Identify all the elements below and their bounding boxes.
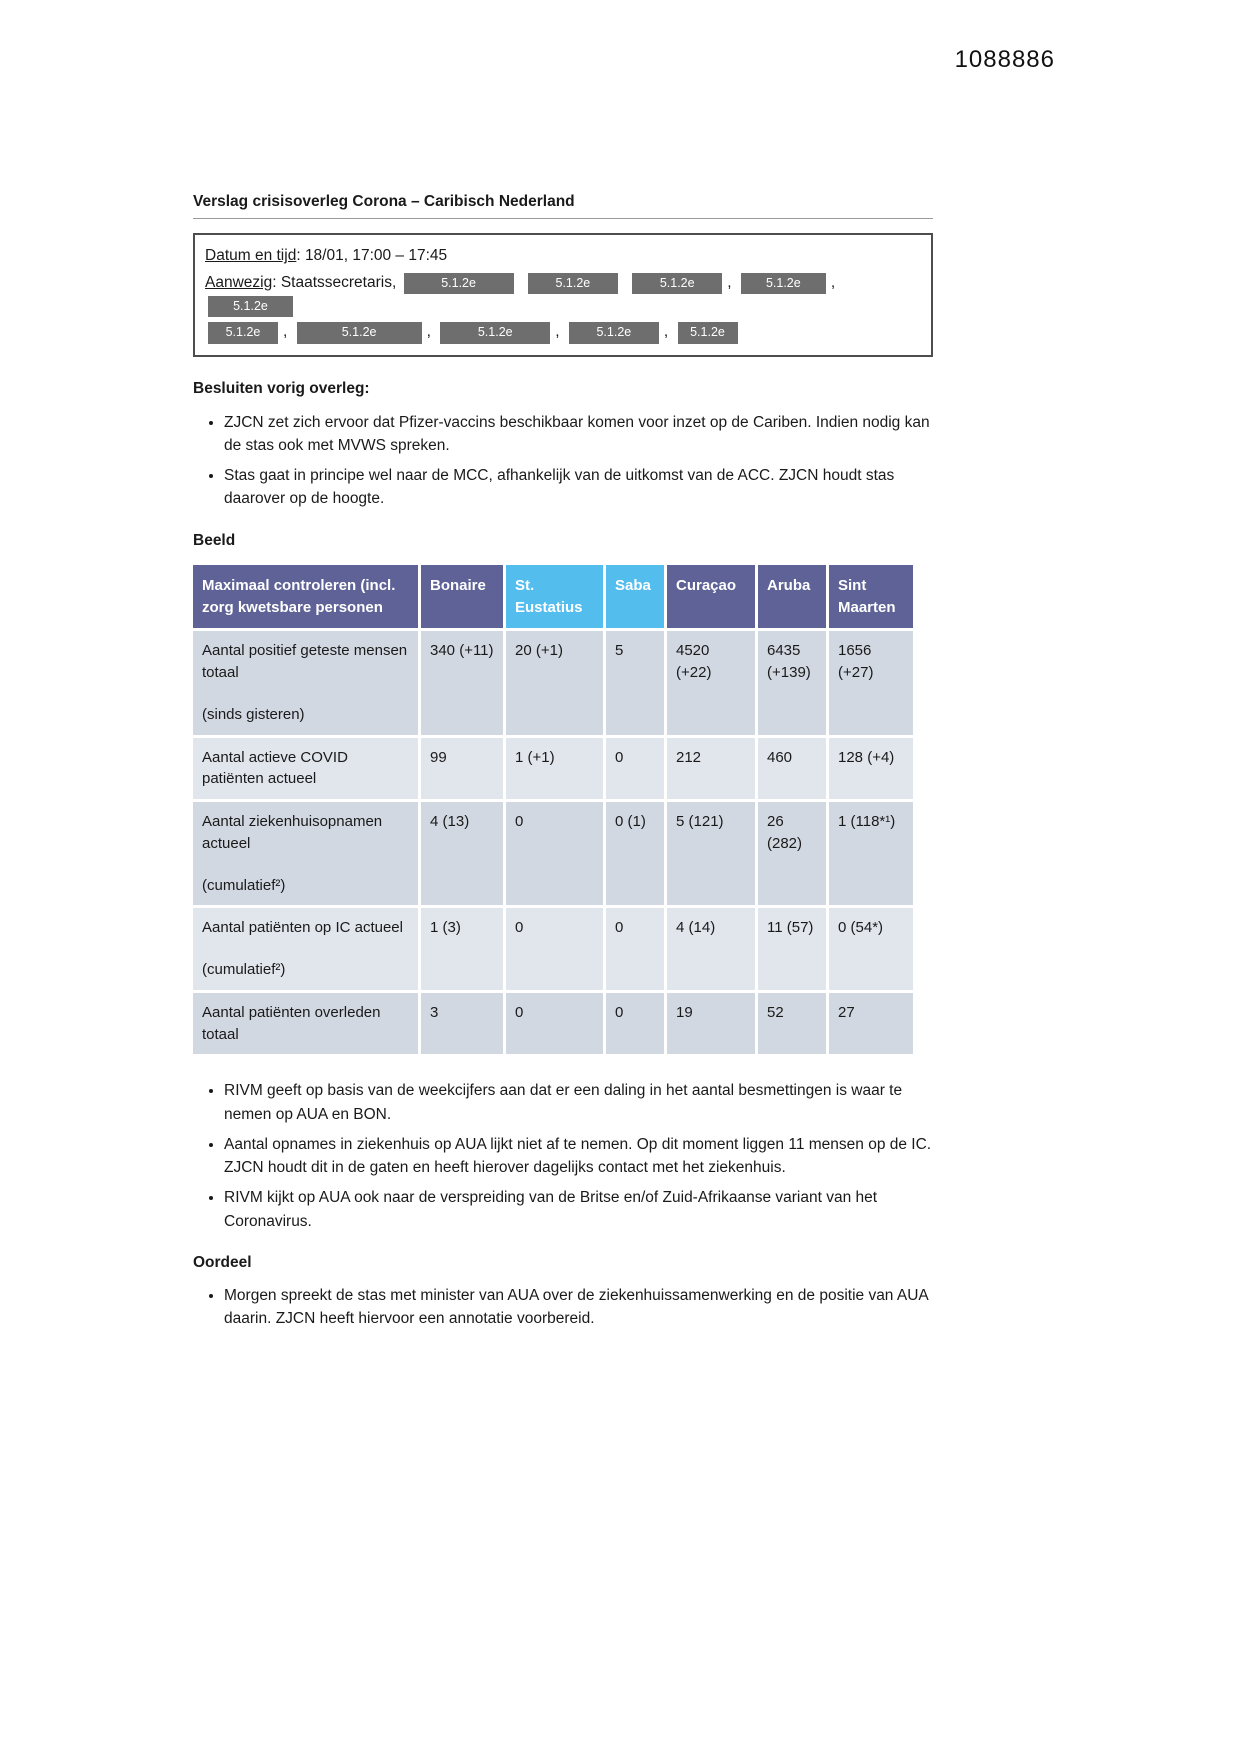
cell-value: 0 — [506, 993, 603, 1055]
redaction-separator: , — [727, 273, 732, 291]
table-row — [193, 738, 913, 800]
cell-value: 212 — [667, 738, 755, 800]
table-header-saba: Saba — [606, 565, 664, 629]
row-label: Aantal patiënten overleden totaal — [193, 993, 418, 1055]
cell-value: 3 — [421, 993, 503, 1055]
bullet-item: • Aantal opnames in ziekenhuis op AUA lijkt niet af te nemen. Op dit moment liggen 11 mensen op de IC. ZJCN houdt dit in de gaten en heeft hierover dagelijks contact met het ziekenhuis. — [224, 1133, 933, 1180]
cell-value: 20 (+1) — [506, 631, 603, 734]
document-number: 1088886 — [954, 46, 1055, 73]
bullet-list-beeld — [193, 1079, 933, 1233]
row-label: Aantal patiënten op IC actueel (cumulatief²) — [193, 908, 418, 990]
cell-value: 27 — [829, 993, 913, 1055]
document-title: Verslag crisisoverleg Corona – Caribisch Nederland — [193, 193, 575, 210]
document-content — [193, 190, 933, 1347]
datum-label: Datum en tijd — [205, 247, 297, 265]
section-heading-oordeel: Oordeel — [193, 1253, 252, 1271]
cell-value: 0 — [606, 993, 664, 1055]
cell-value: 52 — [758, 993, 826, 1055]
table-header-label: Maximaal controleren (incl. zorg kwetsbare personen — [193, 565, 418, 629]
table-header-curacao: Curaçao — [667, 565, 755, 629]
redaction-box: 5.1.2e — [208, 322, 278, 344]
cell-value: 460 — [758, 738, 826, 800]
datum-line — [205, 244, 921, 267]
cell-value: 0 (54*) — [829, 908, 913, 990]
cell-value: 0 — [606, 738, 664, 800]
covid-data-table — [190, 562, 916, 1058]
table-header-bonaire: Bonaire — [421, 565, 503, 629]
section-heading-besluiten: Besluiten vorig overleg: — [193, 380, 370, 398]
redaction-box: 5.1.2e — [678, 322, 738, 344]
row-sublabel: (sinds gisteren) — [202, 705, 305, 723]
datum-value: : 18/01, 17:00 – 17:45 — [296, 247, 448, 265]
redaction-box: 5.1.2e — [208, 296, 293, 318]
aanwezig-value: : Staatssecretaris, — [272, 273, 397, 291]
bullet-item: • Stas gaat in principe wel naar de MCC, afhankelijk van de uitkomst van de ACC. ZJCN houdt stas daarover op de hoogte. — [224, 464, 933, 511]
cell-value: 4520 (+22) — [667, 631, 755, 734]
cell-value: 11 (57) — [758, 908, 826, 990]
row-label: Aantal positief geteste mensen totaal (sinds gisteren) — [193, 631, 418, 734]
cell-value: 1 (+1) — [506, 738, 603, 800]
redaction-separator: , — [555, 323, 560, 340]
table-row — [193, 993, 913, 1055]
cell-value: 19 — [667, 993, 755, 1055]
section-heading-beeld: Beeld — [193, 531, 236, 549]
cell-value: 0 — [606, 908, 664, 990]
aanwezig-line — [205, 271, 921, 318]
cell-value: 0 (1) — [606, 802, 664, 905]
row-label: Aantal ziekenhuisopnamen actueel (cumulatief²) — [193, 802, 418, 905]
row-sublabel: (cumulatief²) — [202, 876, 286, 894]
aanwezig-label: Aanwezig — [205, 273, 273, 291]
table-header-st-eustatius: St. Eustatius — [506, 565, 603, 629]
redaction-box: 5.1.2e — [632, 273, 722, 295]
cell-value: 0 — [506, 908, 603, 990]
cell-value: 340 (+11) — [421, 631, 503, 734]
redaction-separator: , — [283, 323, 288, 340]
cell-value: 4 (13) — [421, 802, 503, 905]
cell-value: 0 — [506, 802, 603, 905]
table-header-row — [193, 565, 913, 629]
cell-value: 5 (121) — [667, 802, 755, 905]
row-sublabel: (cumulatief²) — [202, 961, 286, 978]
cell-value: 1656 (+27) — [829, 631, 913, 734]
bullet-item: • RIVM geeft op basis van de weekcijfers aan dat er een daling in het aantal besmettingen is waar te nemen op AUA en BON. — [224, 1079, 933, 1126]
redaction-separator: , — [663, 323, 669, 340]
redaction-box: 5.1.2e — [528, 273, 618, 295]
table-row — [193, 908, 913, 990]
cell-value: 99 — [421, 738, 503, 800]
cell-value: 1 (3) — [421, 908, 503, 990]
bullet-item: • Morgen spreekt de stas met minister van AUA over de ziekenhuissamenwerking en de positie van AUA daarin. ZJCN heeft hiervoor een annotatie voorbereid. — [224, 1284, 933, 1331]
redaction-box: 5.1.2e — [569, 322, 659, 344]
cell-value: 128 (+4) — [829, 738, 913, 800]
redaction-box: 5.1.2e — [404, 273, 514, 295]
table-row — [193, 802, 913, 905]
meta-box — [193, 233, 933, 357]
bullet-item: • RIVM kijkt op AUA ook naar de verspreiding van de Britse en/of Zuid-Afrikaanse variant van het Coronavirus. — [224, 1186, 933, 1233]
row-label: Aantal actieve COVID patiënten actueel — [193, 738, 418, 800]
cell-value: 1 (118*¹) — [829, 802, 913, 905]
bullet-list-besluiten — [193, 411, 933, 511]
bullet-item: • ZJCN zet zich ervoor dat Pfizer-vaccins beschikbaar komen voor inzet op de Cariben. Indien nodig kan de stas ook met MVWS spreken. — [224, 411, 933, 458]
cell-value: 6435 (+139) — [758, 631, 826, 734]
redaction-separator: , — [426, 323, 431, 340]
title-rule — [193, 218, 933, 219]
redaction-box: 5.1.2e — [440, 322, 550, 344]
aanwezig-line-2 — [205, 320, 921, 343]
redaction-separator: , — [830, 273, 836, 291]
bullet-list-oordeel — [193, 1284, 933, 1331]
table-header-sint-maarten: Sint Maarten — [829, 565, 913, 629]
table-header-aruba: Aruba — [758, 565, 826, 629]
table-row — [193, 631, 913, 734]
redaction-box: 5.1.2e — [297, 322, 422, 344]
cell-value: 4 (14) — [667, 908, 755, 990]
cell-value: 5 — [606, 631, 664, 734]
redaction-box: 5.1.2e — [741, 273, 826, 295]
cell-value: 26 (282) — [758, 802, 826, 905]
